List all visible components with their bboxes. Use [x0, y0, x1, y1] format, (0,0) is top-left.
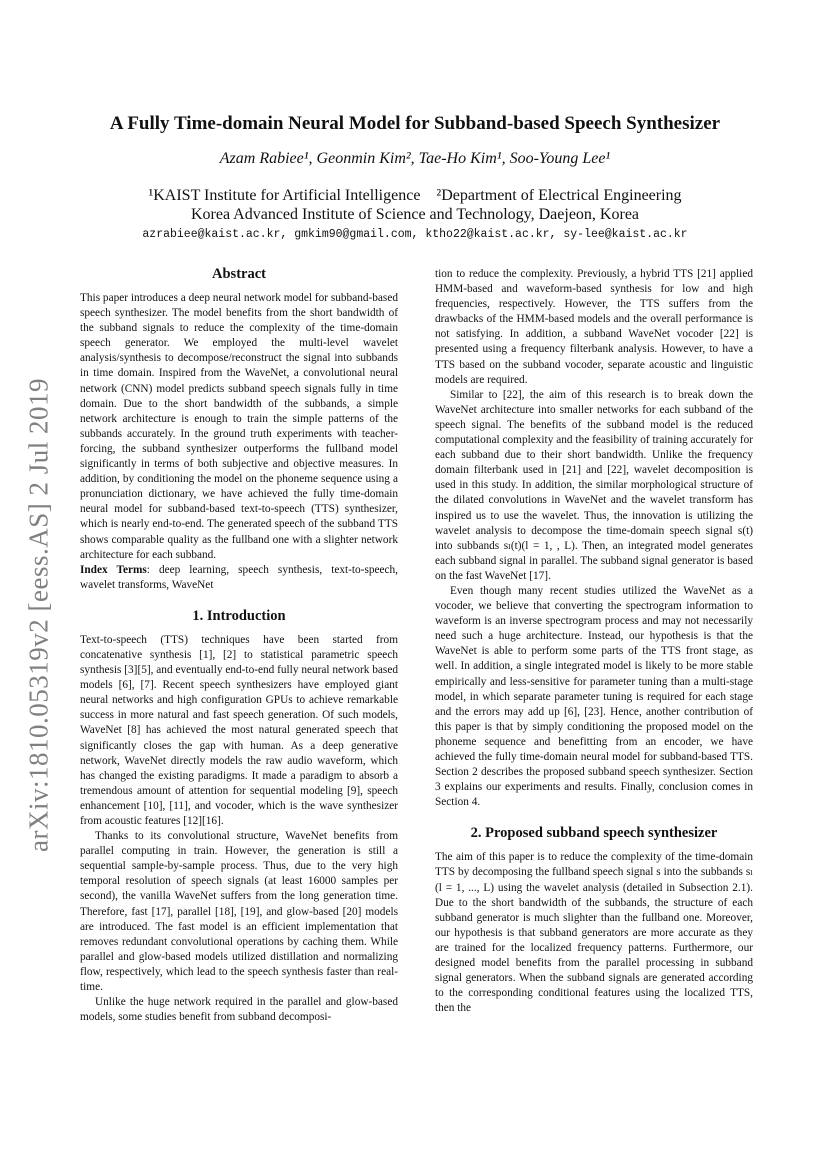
index-terms-text: : deep learning, speech synthesis, text-to-speech, wavelet transforms, WaveNet: [80, 563, 399, 591]
introduction-heading: 1. Introduction: [192, 607, 286, 624]
right-column: [435, 267, 753, 1016]
left-column: [80, 265, 398, 1025]
section-2-heading: 2. Proposed subband speech synthesizer: [470, 825, 718, 842]
author-list: Azam Rabiee¹, Geonmin Kim², Tae-Ho Kim¹, Soo-Young Lee¹: [219, 150, 611, 167]
index-terms: [80, 563, 398, 593]
intro-paragraph-3: Unlike the huge network required in the parallel and glow-based models, some studies benefit from subband decomposi-: [80, 996, 398, 1024]
intro-paragraph-6: Even though many recent studies utilized the WaveNet as a vocoder, we believe that converting the spectrogram information to waveform is an inverse spectrogram process and may not necessarily need such a huge architecture. Instead, our hypothesis is that the WaveNet is able to perform some parts of the TTS front stage, as well. In addition, a single integrated model is likely to be more stable empirically and less-sensitive for parameter tuning than a multi-stage model, in which separate parameter tuning is required for each stage and the errors may add up [6], [23]. Hence, another contribution of this paper is that by simply conditioning the proposed model on the phoneme sequence and benefitting from an encoder, we have achieved the fully time-domain neural model for subband-based TTS. Section 2 describes the proposed subband speech synthesizer. Section 3 explains our experiments and results. Finally, conclusion comes in Section 4.: [435, 584, 753, 809]
paper-title: A Fully Time-domain Neural Model for Subband-based Speech Synthesizer: [109, 113, 721, 134]
intro-paragraph-4: tion to reduce the complexity. Previously, a hybrid TTS [21] applied HMM-based and waveform-based synthesis for low and high frequencies, respectively. However, the TTS suffers from the drawbacks of the HMM-based models and the overall performance is not satisfying. In addition, a subband WaveNet vocoder [22] is presented using a frequency filterbank analysis. However, to have a TTS based on the subband vocoder, separate acoustic and linguistic models are required.: [435, 268, 753, 386]
abstract-heading: Abstract: [212, 266, 266, 282]
index-terms-label: Index Terms: [80, 563, 147, 576]
intro-paragraph-5: Similar to [22], the aim of this research is to break down the WaveNet architecture into smaller networks for each subband of the speech signal. The benefits of the subband model is the reduced computational complexity and the feasibility of training accurately for each subband due to their short bandwidth. Unlike the frequency domain filterbank used in [21] and [22], wavelet decomposition is used in this study. In addition, the similar morphological structure of the dilated convolutions in WaveNet and the wavelet transform has inspired us to use the wavelet. Thus, the innovation is utilizing the wavelet analysis to decompose the time-domain speech signal s(t) into subbands sₗ(t)(l = 1, , L). Then, an integrated model generates each subband signal in parallel. The subband signal generator is based on the fast WaveNet [17].: [435, 388, 753, 582]
affiliations: [80, 186, 750, 224]
arxiv-identifier: arXiv:1810.05319v2 [eess.AS] 2 Jul 2019: [23, 378, 54, 852]
abstract-text: This paper introduces a deep neural network model for subband-based speech synthesizer. The model benefits from the short bandwidth of the subband signals to reduce the complexity of the time-domain speech generator. We employed the multi-level wavelet analysis/synthesis to decompose/reconstruct the signal into subbands in time domain. Inspired from the WaveNet, a convolutional neural network (CNN) model predicts subband speech signals fully in time domain. Due to the short bandwidth of the subbands, a simple network architecture is enough to train the simple patterns of the subbands accurately. In the ground truth experiments with teacher-forcing, the subband synthesizer outperforms the fullband model significantly in terms of both subjective and objective measures. In addition, by conditioning the model on the phoneme sequence using a pronunciation dictionary, we have achieved the fully time-domain neural model for subband-based text-to-speech (TTS) synthesizer, which is nearly end-to-end. The generated speech of the subband TTS shows comparable quality as the fullband one with a slighter network architecture for each subband.: [80, 292, 398, 561]
intro-paragraph-1: Text-to-speech (TTS) techniques have been started from concatenative synthesis [1], [2] to statistical parametric speech synthesis [3][5], and eventually end-to-end fully neural network based models [6], [7]. Recent speech synthesizers have employed giant neural networks and high configuration GPUs to achieve remarkable success in more natural and fast speech generation. Of such models, WaveNet [8] has achieved the most natural generated speech that significantly closes the gap with human. As a deep generative network, WaveNet directly models the raw audio waveform, which has changed the existing paradigms. It made a paradigm to absorb a tremendous amount of attention for sequential modeling [9], speech enhancement [10], [11], and vocoder, which is the wave synthesizer from acoustic features [12][16].: [80, 633, 398, 827]
section-2-paragraph-1: The aim of this paper is to reduce the complexity of the time-domain TTS by decomposing the fullband speech signal s into the subbands sₗ (l = 1, ..., L) using the wavelet analysis (detailed in Subsection 2.1). Due to the short bandwidth of the subbands, the structure of each subband generator is much slighter than the fullband one. Moreover, our hypothesis is that subband generators are more accurate as they are trained for the localized frequency patterns. Furthermore, our designed model benefits from the parallel processing in subband signal generators. When the subband signals are generated according to the corresponding conditional features using the localized TTS, then the: [435, 851, 753, 1015]
author-emails: azrabiee@kaist.ac.kr, gmkim90@gmail.com, ktho22@kaist.ac.kr, sy-lee@kaist.ac.kr: [142, 228, 688, 241]
affiliation-line-2: Korea Advanced Institute of Science and Technology, Daejeon, Korea: [190, 206, 640, 223]
arxiv-sidebar-stamp: [16, 370, 62, 860]
intro-paragraph-2: Thanks to its convolutional structure, WaveNet benefits from parallel computing in train. However, the generation is still a sequential sample-by-sample process. Thus, due to the very high temporal resolution of speech signals (at least 16000 samples per second), the vanilla WaveNet suffers from the long generation time. Therefore, fast [17], parallel [18], [19], and glow-based [20] models are introduced. The fast model is an efficient implementation that removes redundant convolutional operations by caching them. While parallel and glow-based models utilized distillation and normalizing flow, respectively, which lead to the speech synthesis faster than real-time.: [80, 830, 398, 994]
affiliation-line-1: ¹KAIST Institute for Artificial Intelligence ²Department of Electrical Engineering: [148, 187, 682, 204]
